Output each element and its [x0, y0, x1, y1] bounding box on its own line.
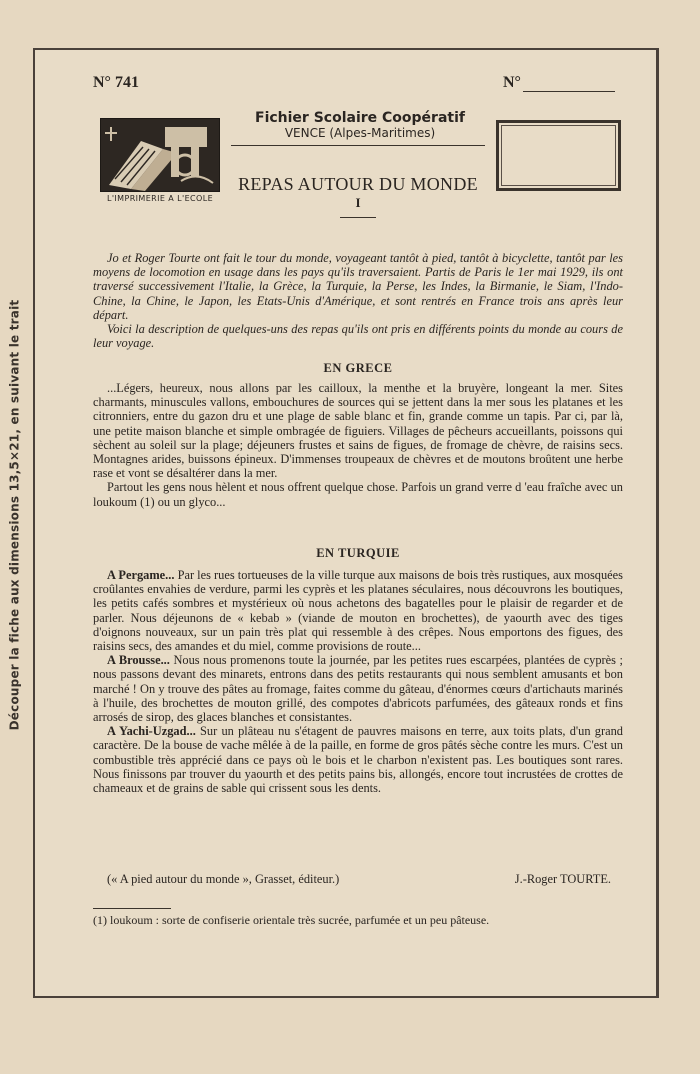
section-heading-grece: EN GRECE: [323, 361, 393, 375]
source-author: J.-Roger TOURTE.: [514, 872, 611, 886]
yachi-text: Sur un plâteau nu s'étagent de pauvres maisons en terre, aux toits plats, d'un grand caractère. De la bouse de vache mêlée à de la paille, en forme de gros pâtés sèche contre les murs. C'est un combustible très apprécié dans ce pays où le bois et le charbon n'existent pas. Les boutiques sont rares. Nous finissons par trouver du yaourth et des petits pains bis, allongés, encore tout incrustées de crottes de chameaux et de grains de sable qui crissent sous les dents.: [93, 724, 623, 796]
card-number-blank-line: [523, 77, 615, 92]
publisher-name: Fichier Scolaire Coopératif: [255, 110, 465, 126]
title-divider: [340, 217, 376, 218]
publisher-location: VENCE (Alpes-Maritimes): [284, 126, 436, 140]
intro-text: [93, 251, 623, 350]
intro-paragraph: Jo et Roger Tourte ont fait le tour du monde, voyageant tantôt à pied, tantôt à bicyclette, tantôt par les moyens de locomotion en usage dans les pays qu'ils traversaient. Partis de Paris le 1er mai 1929, ils ont traversé successivement l'Italie, la Grèce, la Turquie, la Perse, les Indes, la Birmanie, le Siam, l'Indo-Chine, la Chine, le Japon, les Etats-Unis d'Amérique, et sont rentrés en France trois ans après leur départ.: [93, 251, 623, 322]
printing-press-logo-icon: [100, 118, 220, 192]
grece-paragraph: Partout les gens nous hèlent et nous offrent quelque chose. Parfois un grand verre d 'eau fraîche avec un loukoum (1) ou un glyco...: [93, 480, 623, 509]
school-card: [33, 48, 659, 998]
page-title-numeral: I: [355, 195, 361, 210]
turquie-paragraph-brousse: [93, 653, 623, 724]
pergame-text: Par les rues tortueuses de la ville turque aux maisons de bois très rustiques, aux mosquées croûlantes envahies de verdure, parmi les cyprès et les platanes séculaires, nous découvrons les boutiques, les petits cafés sombres et mystérieux où nous achetons des bagatelles pour le plaisir de regarder et de parler. Nous déjeunons de « kebab » (viande de mouton en brochettes), de yaourth avec des tiges d'oignons nouveaux, sur un pain très plat qui ressemble à des crêpes. Nous emportons des figues, des raisins secs, des amandes et du miel, comme provisions de route...: [93, 568, 623, 654]
brousse-lead: A Brousse...: [107, 653, 170, 668]
turquie-paragraph-pergame: [93, 568, 623, 653]
footnote: (1) loukoum : sorte de confiserie orientale très sucrée, parfumée et un peu pâteuse.: [93, 913, 490, 927]
source-citation-line: [93, 872, 623, 887]
section-grece: [93, 381, 623, 509]
grece-paragraph: ...Légers, heureux, nous allons par les cailloux, la menthe et la bruyère, longeant la mer. Sites charmants, minuscules vallons, embouchures de sources qui se jettent dans la mer sous les platanes et les citronniers, entre du gazon dru et une plage de sable blanc et fin, grande comme un tapis. Par ci, par là, une petite maison blanche et simple ombragée de figuiers. Villages de pêcheurs accueillants, poissons qui sèchent au soleil sur la plage; déjeuners frustes et sains de figues, de fromage de chèvre, de raisins secs. Montagnes arides, buissons épineux. D'immenses troupeaux de chèvres et de moutons broûtent une herbe rase et vont se désaltérer dans la mer.: [93, 381, 623, 481]
header-divider: [231, 145, 485, 146]
yachi-lead: A Yachi-Uzgad...: [107, 724, 196, 739]
page-title: REPAS AUTOUR DU MONDE: [238, 174, 478, 194]
card-number-blank-label: N°: [503, 74, 521, 91]
card-number: N° 741: [93, 74, 139, 91]
section-turquie: [93, 568, 623, 795]
brousse-text: Nous nous promenons toute la journée, par les petites rues escarpées, plantées de cyprès ; nous passons devant des minarets, entrons dans des petits restaurants qui nous semblent amusants et bon marché ! On y trouve des pâtes au fromage, faites comme du gâteau, d'énormes cœurs d'artichauts marinés à l'huile, des brochettes de mouton grillé, des compotes d'abricots parfumées, des gâteaux ronds et fins arrosés de sirop, des glaces blanches et consistantes.: [93, 653, 623, 725]
section-heading-turquie: EN TURQUIE: [316, 546, 400, 560]
empty-stamp-box: [496, 120, 621, 191]
cutting-instruction: [2, 299, 26, 731]
turquie-paragraph-yachi: [93, 724, 623, 795]
source-citation: (« A pied autour du monde », Grasset, éditeur.): [107, 872, 340, 886]
footnote-divider: [93, 908, 171, 909]
logo-caption: L'IMPRIMERIE A L'ECOLE: [106, 194, 214, 203]
card-number-blank: [503, 74, 615, 92]
cutting-instruction-text: Découper la fiche aux dimensions 13,5×21, en suivant le trait: [7, 299, 22, 731]
pergame-lead: A Pergame...: [107, 568, 175, 582]
intro-paragraph: Voici la description de quelques-uns des repas qu'ils ont pris en différents points du monde au cours de leur voyage.: [93, 322, 623, 351]
